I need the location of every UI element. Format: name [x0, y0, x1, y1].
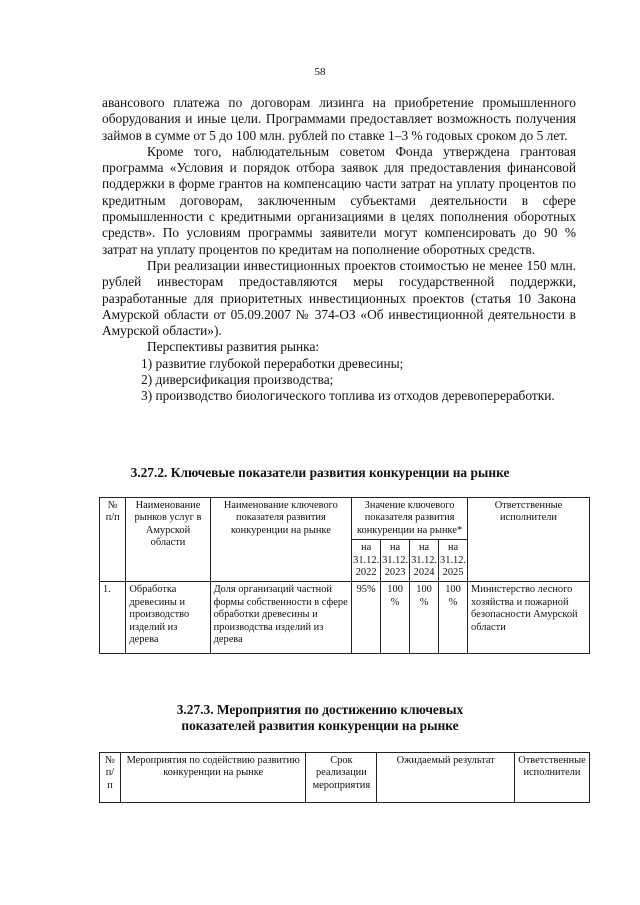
cell-market: Обработка древесины и производство изделий из дерева: [126, 582, 210, 654]
header-result: Ожидаемый результат: [377, 753, 515, 803]
cell-indicator: Доля организаций частной формы собственности в сфере обработки древесины и производства изделий из дерева: [210, 582, 352, 654]
header-responsible: Ответственные исполнители: [514, 753, 589, 803]
header-responsible: Ответственные исполнители: [468, 498, 590, 582]
cell-value: 100 %: [381, 582, 410, 654]
header-measures: Мероприятия по содействию развитию конкуренции на рынке: [120, 753, 305, 803]
header-num: № п/п: [100, 498, 126, 582]
cell-value: 100 %: [439, 582, 468, 654]
header-value: Значение ключевого показателя развития конкуренции на рынке*: [352, 498, 468, 540]
section-title-measures: 3.27.3. Мероприятия по достижению ключевых показателей развития конкуренции на рынке: [176, 702, 464, 733]
paragraph-1: авансового платежа по договорам лизинга на приобретение промышленного оборудования и иные цели. Программами предоставляет возможность получения займов в сумме от 5 до 100 млн. рублей по ставке 1–3 % годовых сроком до 5 лет.: [102, 95, 576, 143]
header-indicator: Наименование ключевого показателя развития конкуренции на рынке: [210, 498, 352, 582]
header-num: № п/п: [100, 753, 121, 803]
page-number: 58: [314, 66, 326, 78]
measures-table: [99, 752, 590, 803]
paragraph-2: Кроме того, наблюдательным советом Фонда утверждена грантовая программа «Условия и порядок отбора заявок для предоставления финансовой поддержки в форме грантов на компенсацию части затрат на уплату процентов по кредитным договорам, заключенным субъектами деятельности в сфере промышленности с кредитными организациями в целях пополнения оборотных средств». По условиям программы заявители могут компенсировать до 90 % затрат на уплату процентов по кредитам на пополнение оборотных средств.: [102, 143, 576, 257]
list-item-1: 1) развитие глубокой переработки древесины;: [141, 355, 404, 371]
header-year: на 31.12. 2022: [352, 540, 381, 582]
section-title-key-indicators: 3.27.2. Ключевые показатели развития конкуренции на рынке: [130, 465, 510, 480]
table-row: [100, 582, 590, 654]
cell-value: 100 %: [410, 582, 439, 654]
table-header-row: [100, 498, 590, 540]
body-text-block-1: [102, 95, 576, 405]
table-header-row: [100, 753, 590, 803]
cell-num: 1.: [100, 582, 126, 654]
paragraph-4: Перспективы развития рынка:: [147, 339, 320, 355]
paragraph-3: При реализации инвестиционных проектов стоимостью не менее 150 млн. рублей инвесторам предоставляются меры государственной поддержки, разработанные для приоритетных инвестиционных проектов (статья 10 Закона Амурской области от 05.09.2007 № 374-ОЗ «Об инвестиционной деятельности в Амурской области»).: [102, 257, 576, 339]
header-market: Наименование рынков услуг в Амурской области: [126, 498, 210, 582]
cell-responsible: Министерство лесного хозяйства и пожарной безопасности Амурской области: [468, 582, 590, 654]
list-item-2: 2) диверсификация производства;: [141, 372, 334, 388]
header-year: на 31.12. 2023: [381, 540, 410, 582]
header-year: на 31.12. 2025: [439, 540, 468, 582]
header-year: на 31.12. 2024: [410, 540, 439, 582]
header-term: Срок реализации мероприятия: [306, 753, 377, 803]
key-indicators-table: [99, 497, 590, 654]
list-item-3: 3) производство биологического топлива из отходов деревопереработки.: [141, 388, 555, 404]
cell-value: 95%: [352, 582, 381, 654]
